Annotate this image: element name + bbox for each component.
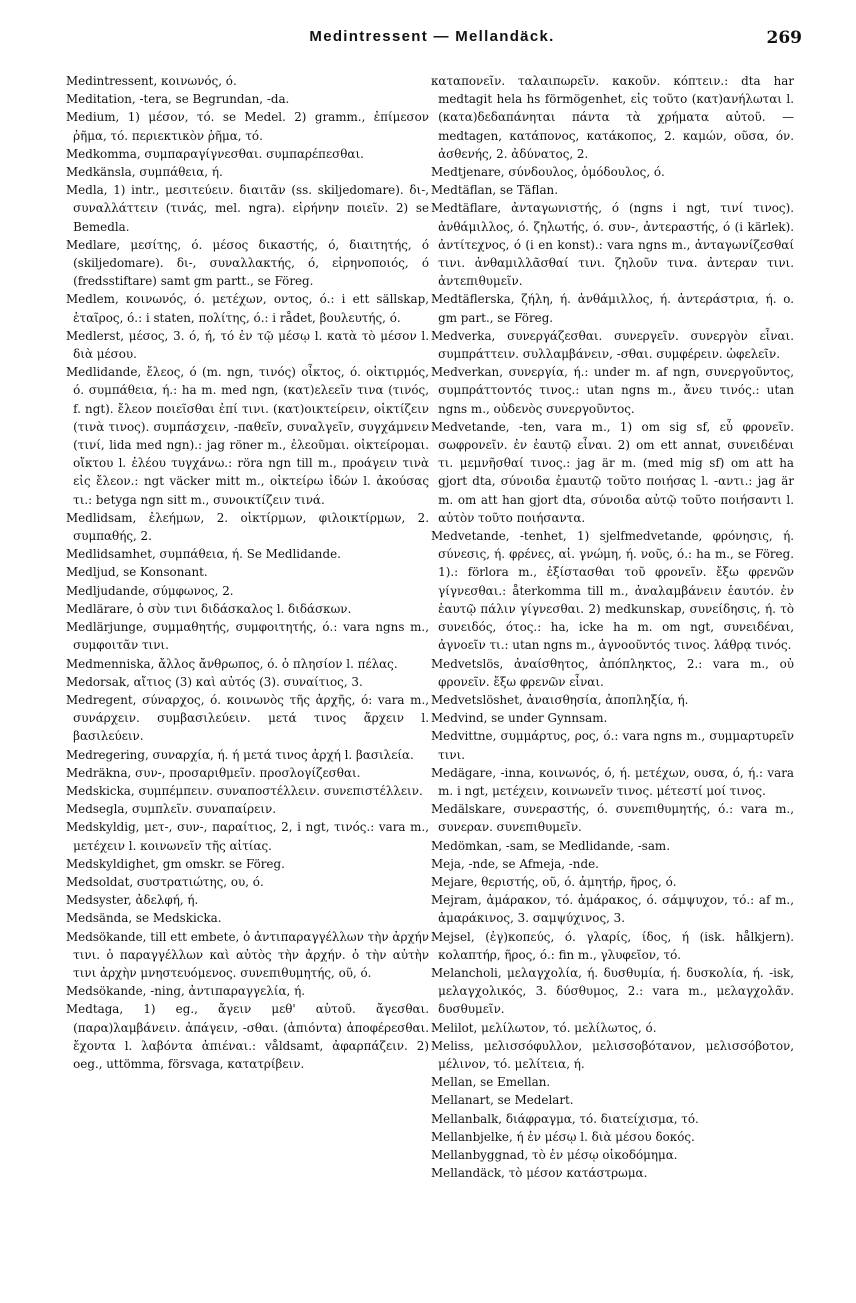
- dictionary-entry: Medla, 1) intr., μεσιτεύειν. διαιτᾶν (ss. skiljedomare). δι-, συναλλάττειν (τινάς, mel. ngra). εἰρήνην ποιεῖν. 2) se Bemedla.: [66, 183, 429, 234]
- dictionary-entry: Mellanart, se Medelart.: [431, 1093, 574, 1108]
- dictionary-entry: Medlidande, ἔλεος, ό (m. ngn, τινός) οἶκτος, ό. οἰκτιρμός, ό. συμπάθεια, ή.: ha m. med ngn, (κατ)ελεεῖν τινα (τινός, f. ngt). ἔλεον ποιεῖσθαι ἐπί τινι. (κατ)οικτείρειν, οἰκτίζειν (τινὰ τινος). συμπάσχειν, -παθεῖν, συναλγεῖν, συγχάμνειν (τινί, lida med ngn).: jag röner m., ἐλεοῦμαι. οἰκτείρομαι. οἴκτου l. ἐλέου τυγχάνω.: röra ngn till m., προάγειν τινὰ εἰς ἔλεον.: ngt väcker mitt m., οἰκτείρω ἰδών l. ἀκούσας τι.: betyga ngn sitt m., συνοικτίζειν τινά.: [66, 365, 429, 507]
- dictionary-entry: Medräkna, συν-, προσαριθμεῖν. προσλογίζεσθαι.: [66, 765, 361, 780]
- dictionary-entry: Medvetslös, ἀναίσθητος, ἀπόπληκτος, 2.: vara m., οὐ φρονεῖν. ἔξω φρενῶν εἶναι.: [431, 656, 794, 689]
- dictionary-entry: Melilot, μελίλωτον, τό. μελίλωτος, ό.: [431, 1020, 657, 1035]
- dictionary-entry: Medägare, -inna, κοινωνός, ό, ή. μετέχων, ουσα, ό, ή.: vara m. i ngt, μετέχειν, κοινωνεῖν τινος. μέτεστί μοί τινος.: [431, 765, 794, 798]
- dictionary-entry: Medskicka, συμπέμπειν. συναποστέλλειν. συνεπιστέλλειν.: [66, 783, 423, 798]
- dictionary-entry: Medkänsla, συμπάθεια, ή.: [66, 165, 223, 180]
- dictionary-entry: Medlerst, μέσος, 3. ό, ή, τό ἐν τῷ μέσῳ l. κατὰ τὸ μέσον l. διὰ μέσου.: [66, 328, 429, 362]
- dictionary-entry: Mellandäck, τὸ μέσον κατάστρωμα.: [431, 1166, 648, 1181]
- dictionary-entry: Medsoldat, συστρατιώτης, ου, ό.: [66, 874, 264, 889]
- dictionary-entry: Medverka, συνεργάζεσθαι. συνεργεῖν. συνεργὸν εἶναι. συμπράττειν. συλλαμβάνειν, -σθαι. συμφέρειν. ὠφελεῖν.: [431, 328, 794, 362]
- dictionary-entry: Medverkan, συνεργία, ή.: under m. af ngn, συνεργοῦντος, συμπράττοντός τινος.: utan ngns m., ἄνευ τινός.: utan ngns m., οὐδενὸς συνεργοῦντος.: [431, 365, 794, 416]
- dictionary-entry: Melancholi, μελαγχολία, ή. δυσθυμία, ή. δυσκολία, ή. -isk, μελαγχολικός, 3. δύσθυμος, 2.: vara m., μελαγχολᾶν. δυσθυμεῖν.: [431, 965, 794, 1017]
- dictionary-entry: Medlärare, ὁ σὺν τινι διδάσκαλος l. διδάσκων.: [66, 601, 352, 616]
- right-column: [431, 72, 794, 1282]
- dictionary-entry: καταπονεῖν. ταλαιπωρεῖν. κακοῦν. κόπτειν.: dta har medtagit hela hs förmögenhet, εἰς τοῦτο (κατ)ανήλωται l. (κατα)δεδαπάνηται πάντα τὰ χρήματα αὐτοῦ. — medtagen, κατάπονος, κατάκοπος, 2. καμών, οῦσα, όν. ἀσθενής, 2. ἀδύνατος, 2.: [431, 74, 794, 161]
- dictionary-entry: Mellan, se Emellan.: [431, 1075, 551, 1090]
- running-head: Medintressent — Mellandäck.: [309, 28, 555, 45]
- dictionary-entry: Medvind, se under Gynnsam.: [431, 711, 608, 726]
- dictionary-entry: Medtäflerska, ζήλη, ή. ἀνθάμιλλος, ή. ἀντεράστρια, ή. o. gm part., se Föreg.: [431, 292, 794, 325]
- dictionary-entry: Medsyster, ἀδελφή, ή.: [66, 893, 199, 908]
- dictionary-entry: Mellanbjelke, ή ἐν μέσῳ l. διὰ μέσου δοκός.: [431, 1129, 695, 1144]
- left-column: [66, 72, 429, 1282]
- dictionary-entry: Medljudande, σύμφωνος, 2.: [66, 583, 234, 598]
- dictionary-entry: Medskyldighet, gm omskr. se Föreg.: [66, 856, 285, 871]
- dictionary-entry: Medium, 1) μέσον, τό. se Medel. 2) gramm., ἐπίμεσον ῥῆμα, τό. περιεκτικὸν ῥῆμα, τό.: [66, 110, 429, 143]
- dictionary-entry: Medtjenare, σύνδουλος, ὁμόδουλος, ό.: [431, 165, 665, 180]
- dictionary-entry: Mejram, ἀμάρακον, τό. ἀμάρακος, ό. σάμψυχον, τό.: af m., ἀμαράκινος, 3. σαμψύχινος, 3.: [431, 893, 794, 926]
- dictionary-entry: Mejsel, (ἐγ)κοπεύς, ό. γλαρίς, ίδος, ή (isk. hålkjern). κολαπτήρ, ῆρος, ό.: fin m., γλυφεῖον, τό.: [431, 929, 794, 962]
- dictionary-entry: Medvetande, -ten, vara m., 1) om sig sf, εὖ φρονεῖν. σωφρονεῖν. ἐν ἑαυτῷ εἶναι. 2) om ett annat, συνειδέναι τι. μεμνῆσθαί τινος.: jag är m. (med mig sf) om att ha gjort dta, σύνοιδα ἐμαυτῷ τοῦτο ποιήσας l. -αντι.: jag är m. om att han gjort dta, σύνοιδα αὐτῷ τοῦτο ποιήσαντι l. αὐτὸν τοῦτο ποιήσαντα.: [431, 419, 794, 525]
- dictionary-entry: Medsända, se Medskicka.: [66, 911, 222, 926]
- dictionary-entry: Medlidsamhet, συμπάθεια, ή. Se Medlidande.: [66, 547, 341, 562]
- dictionary-entry: Medlem, κοινωνός, ό. μετέχων, οντος, ό.: i ett sällskap, ἑταῖρος, ό.: i staten, πολίτης, ό.: i rådet, βουλευτής, ό.: [66, 292, 429, 325]
- dictionary-entry: Medvetande, -tenhet, 1) sjelfmedvetande, φρόνησις, ή. σύνεσις, ή. φρένες, αἱ. γνώμη, ή. νοῦς, ό.: ha m., se Föreg. 1).: förlora m., ἐξίστασθαι τοῦ φρονεῖν. ἔξω φρενῶν γίγνεσθαι.: återkomma till m., ἀναλαμβάνειν ἑαυτόν. ἐν ἑαυτῷ πάλιν γίγνεσθαι. 2) medkunskap, συνείδησις, ή. τὸ συνειδός, ότος.: ha, icke ha m. om ngt, συνειδέναι, ἀγνοεῖν τι.: utan ngns m., ἀγνοοῦντός τινος. λάθρᾳ τινός.: [431, 529, 794, 653]
- dictionary-entry: Medsökande, till ett embete, ὁ ἀντιπαραγγέλλων τὴν ἀρχήν τινι. ὁ παραγγέλλων καὶ αὐτὸς τὴν ἀρχήν. ὁ τὴν αὐτὴν τινι ἀρχὴν μνηστευόμενος. συνεπιθυμητής, οῦ, ό.: [66, 929, 429, 980]
- dictionary-entry: Meja, -nde, se Afmeja, -nde.: [431, 856, 599, 871]
- dictionary-entry: Medälskare, συνεραστής, ό. συνεπιθυμητής, ό.: vara m., συνεραν. συνεπιθυμεῖν.: [431, 802, 794, 835]
- dictionary-entry: Mellanbyggnad, τὸ ἐν μέσῳ οἰκοδόμημα.: [431, 1147, 678, 1162]
- dictionary-entry: Medtaga, 1) eg., ἄγειν μεθ' αὑτοῦ. ἄγεσθαι. (παρα)λαμβάνειν. ἀπάγειν, -σθαι. (ἀπιόντα) ἀποφέρεσθαι. ἔχοντα l. λαβόντα ἀπιέναι.: våldsamt, ἀφαρπάζειν. 2) oeg., uttömma, försvaga, κατατρίβειν.: [66, 1002, 429, 1071]
- dictionary-entry: Medömkan, -sam, se Medlidande, -sam.: [431, 838, 670, 853]
- dictionary-entry: Meditation, -tera, se Begrundan, -da.: [66, 92, 290, 107]
- page-header: [62, 28, 802, 50]
- dictionary-entry: Medtäflare, ἀνταγωνιστής, ό (ngns i ngt, τινί τινος). ἀνθάμιλλος, ό. ζηλωτής, ό. συν-, ἀντεραστής, ό (i kärlek). ἀντίτεχνος, ό (i en konst).: vara ngns m., ἀνταγωνίζεσθαί τινι. ἀνθαμιλλᾶσθαί τινι. ζηλοῦν τινα. ἀντεραν τινι. ἀντεπιθυμεῖν.: [431, 201, 794, 289]
- dictionary-entry: Medregering, συναρχία, ή. ή μετά τινος ἀρχή l. βασιλεία.: [66, 747, 414, 762]
- dictionary-entry: Medregent, σύναρχος, ό. κοινωνὸς τῆς ἀρχῆς, ό: vara m., συνάρχειν. συμβασιλεύειν. μετά τινος ἄρχειν l. βασιλεύειν.: [66, 692, 429, 744]
- dictionary-entry: Medorsak, αἴτιος (3) καὶ αὐτός (3). συναίτιος, 3.: [66, 674, 363, 689]
- dictionary-entry: Medskyldig, μετ-, συν-, παραίτιος, 2, i ngt, τινός.: vara m., μετέχειν l. κοινωνεῖν τῆς αἰτίας.: [66, 820, 429, 853]
- dictionary-entry: Medljud, se Konsonant.: [66, 565, 208, 580]
- page-number: 269: [766, 28, 802, 48]
- dictionary-entry: Medsegla, συμπλεῖν. συναπαίρειν.: [66, 802, 276, 817]
- dictionary-entry: Medlare, μεσίτης, ό. μέσος δικαστής, ό, διαιτητής, ό (skiljedomare). δι-, συναλλακτής, ό, εἰρηνοποιός, ό (fredsstiftare) samt gm partt., se Föreg.: [66, 237, 429, 289]
- dictionary-entry: Medkomma, συμπαραγίγνεσθαι. συμπαρέπεσθαι.: [66, 146, 364, 161]
- dictionary-entry: Medvittne, συμμάρτυς, ρος, ό.: vara ngns m., συμμαρτυρεῖν τινι.: [431, 729, 794, 762]
- dictionary-entry: Mejare, θεριστής, οῦ, ό. ἀμητήρ, ῆρος, ό.: [431, 874, 677, 889]
- dictionary-entry: Medsökande, -ning, ἀντιπαραγγελία, ή.: [66, 984, 305, 999]
- dictionary-entry: Meliss, μελισσόφυλλον, μελισσοβότανον, μελισσόβοτον, μέλινον, τό. μελίτεια, ή.: [431, 1038, 794, 1071]
- dictionary-entry: Medlärjunge, συμμαθητής, συμφοιτητής, ό.: vara ngns m., συμφοιτᾶν τινι.: [66, 620, 429, 653]
- dictionary-entry: Medvetslöshet, ἀναισθησία, ἀποπληξία, ή.: [431, 692, 689, 707]
- dictionary-entry: Medmenniska, ἄλλος ἄνθρωπος, ό. ὁ πλησίον l. πέλας.: [66, 656, 398, 671]
- dictionary-entry: Medtäflan, se Täflan.: [431, 183, 558, 198]
- dictionary-entry: Medlidsam, ἐλεήμων, 2. οἰκτίρμων, φιλοικτίρμων, 2. συμπαθής, 2.: [66, 510, 429, 544]
- dictionary-entry: Medintressent, κοινωνός, ό.: [66, 74, 237, 88]
- dictionary-entry: Mellanbalk, διάφραγμα, τό. διατείχισμα, τό.: [431, 1111, 699, 1126]
